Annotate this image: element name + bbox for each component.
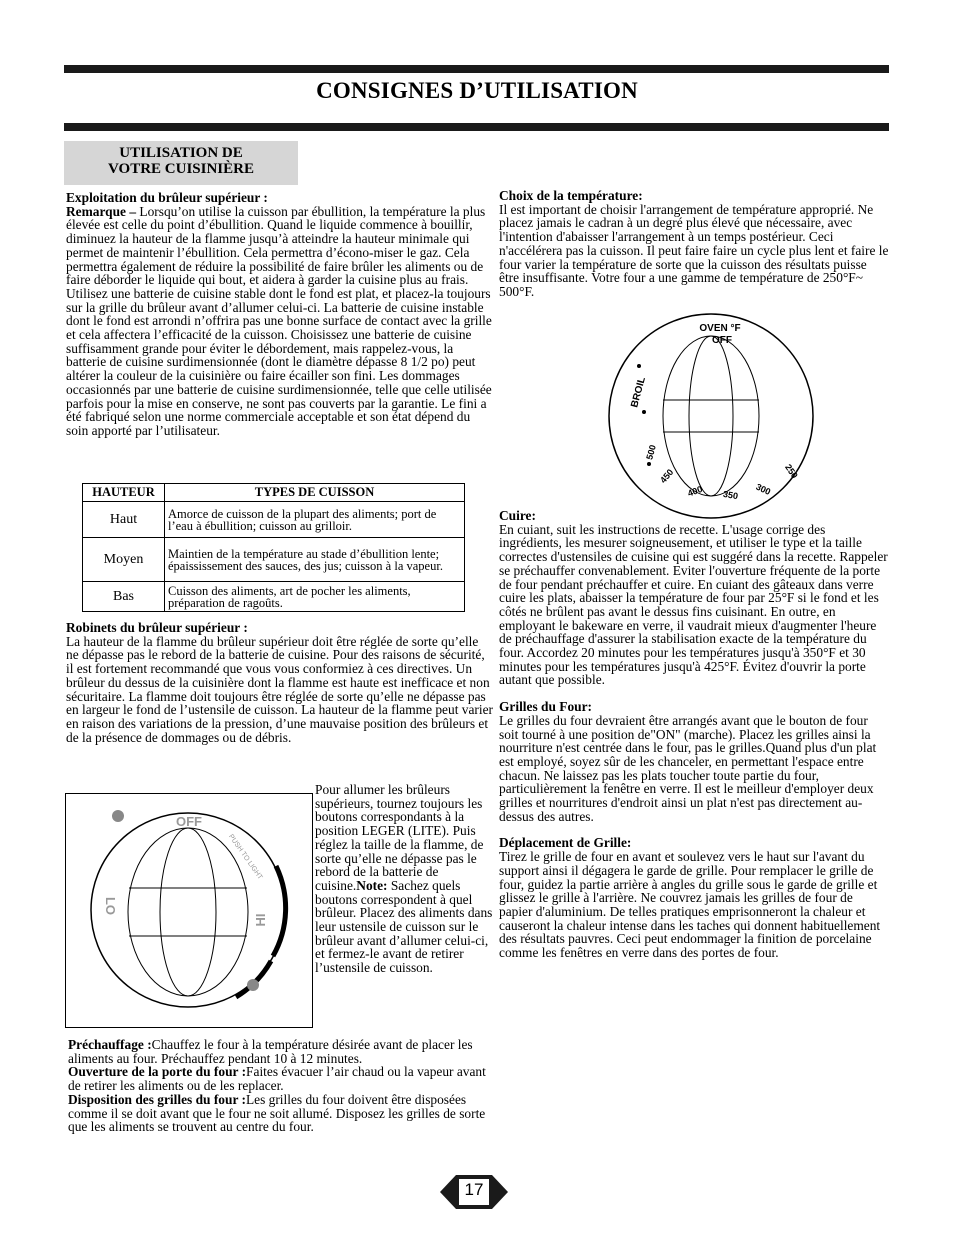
knob-push-label: PUSH TO LIGHT [227, 833, 264, 882]
grilles-heading: Grilles du Four: [499, 699, 592, 715]
table-header-level: HAUTEUR [83, 484, 165, 502]
move-heading: Déplacement de Grille: [499, 835, 632, 851]
section-title-line2: VOTRE CUISINIÈRE [108, 161, 254, 177]
cook-paragraph: En cuiant, suit les instructions de recette. L'usage corrige des ingrédients, les mesurer soigneusement, et utiliser le type et la taille correctes d'ustensiles de cuisine qui est suggéré dans la recette. Rappeler se préchauffer convenablement. Eviter l'ouverture fréquente de la porte de four pendant préchauffer et cuire. En cuiant des gâteaux dans verre cuire les plats, abaisser la température de four par 25°F si le fond et les côtés ne brûlent pas avant le dessus fins cuisinant. En outre, en employant le bakeware en verre, il vaudrait mieux d'augmenter l'heure de préchauffage d'assurer la stabilisation exacte de la température du four. Accordez 20 minutes pour les températures jusqu'à 350°F et 30 minutes pour les températures jusqu'à 425°F. Évitez d'ouvrir la porte autant que possible. [499, 521, 888, 688]
page-title: CONSIGNES D’UTILISATION [316, 78, 638, 103]
section-title [64, 141, 298, 185]
oven-knob-450: 450 [658, 467, 676, 486]
preheat-label: Préchauffage : [68, 1037, 152, 1052]
table-cell-desc: Amorce de cuisson de la plupart des aliments; port de l’eau à ébullition; cuisson au grilloir. [165, 502, 465, 538]
dot-icon [247, 979, 259, 991]
temp-heading: Choix de la température: [499, 188, 643, 203]
table-row [83, 582, 465, 612]
lighting-paragraph [315, 783, 493, 975]
cook-heading: Cuire: [499, 508, 536, 523]
oven-knob-illustration [605, 308, 817, 523]
table-cell-desc: Maintien de la température au stade d’ébullition lente; épaississement des sauces, des jus; cuisson à la vapeur. [165, 538, 465, 582]
grilles-paragraph: Le grilles du four devraient être arrangés avant que le bouton de four soit tourné à une position de"ON" (marche). Placez les grilles ainsi la nourriture n'est centrée dans le four, pas le grilles.Quand plus d'un plat est employé, soyez sûr de les chanceler, en permettant l'espace entre chacun. Ne laissez pas les plats toucher toute partie du four, particulièrement la fenêtre en verre. Il est le meilleur d'employer deux grilles et nourritures d'endroit ainsi un plat n'est pas directement au-dessus des autres. [499, 712, 877, 824]
dot-icon [112, 810, 124, 822]
oven-knob-broil-label: BROIL [629, 375, 648, 409]
knob-lo-label: LO [103, 896, 118, 916]
note-label: Remarque – [66, 203, 137, 219]
temp-paragraph: Il est important de choisir l'arrangement de température approprié. Ne placez jamais le cadran à un degré plus élevé que nécessaire, avec l'intention d'abaisser l'arrangement à un temps postérieur. Ceci n'accélérera pas la cuisson. Il peut faire faire un cycle plus lent et faire le four varier la température de sorte que la cuisson des résultats puisse être insuffisante. Votre four a une gamme de température de 250°F~ 500°F. [499, 201, 889, 299]
title-rule [64, 123, 889, 131]
racks-label: Disposition des grilles du four : [68, 1091, 246, 1107]
oven-knob-500: 500 [644, 443, 658, 461]
burner-knob-svg [66, 794, 312, 1027]
temperature-section [499, 189, 889, 299]
table-header-row [83, 484, 465, 502]
racks-paragraph [68, 1093, 494, 1134]
table-row [83, 538, 465, 582]
table-cell-level: Bas [83, 582, 165, 612]
burner-knob-illustration [65, 793, 313, 1028]
knobs-section [66, 621, 494, 744]
lighting-section [315, 783, 493, 975]
knob-hi-label: HI [253, 913, 268, 927]
oven-knob-250: 250 [783, 462, 800, 481]
dot-icon [647, 462, 651, 466]
oven-knob-400: 400 [686, 483, 704, 499]
table-cell-level: Haut [83, 502, 165, 538]
door-paragraph [68, 1065, 494, 1092]
lighting-note-label: Note: [356, 877, 388, 893]
page-number: 17 [464, 1180, 484, 1199]
top-rule [64, 65, 889, 73]
table-cell-level: Moyen [83, 538, 165, 582]
lighting-text: Pour allumer les brûleurs supérieurs, tournez toujours les boutons correspondants à la position LEGER (LITE). Puis réglez la taille de la flamme, de sorte qu’elle ne dépasse pas le rebord de la batterie de cuisine. [315, 782, 484, 893]
move-paragraph: Tirez le grille de four en avant et soulevez vers le haut sur l'avant du support ainsi il dégagera le garde de grille. Pour remplacer le grille de four, guidez la partie arrière à angles du grille sous le garde de grille et glissez le grille à l'arrière. Ne couvrez jamais les grilles de four de papier d'aluminium. De telles pratiques emprisonneront la chaleur et causeront la chaleur intense dans les taches qui donnent habituellement des résultats pauvres. Ceci peut endommager la finition de porcelaine comme les fenêtres en verre dans des portes de four. [499, 849, 881, 961]
table-header-types: TYPES DE CUISSON [165, 484, 465, 502]
oven-knob-350: 350 [722, 488, 739, 502]
cooking-levels-table [82, 483, 465, 612]
dot-icon [637, 364, 641, 368]
oven-tips-section [68, 1038, 494, 1134]
preheat-text: Chauffez le four à la température désirée avant de placer les aliments au four. Préchauffez pendant 10 à 12 minutes. [68, 1037, 473, 1066]
table-row [83, 502, 465, 538]
lighting-note-text: Sachez quels boutons correspondent à quel brûleur. Placez des aliments dans leur ustensile de cuisson sur le brûleur avant d’allumer celui-ci, et fermez-le avant de retirer l’ustensile de cuisson. [315, 877, 493, 976]
burner-note-text: Lorsqu’on utilise la cuisson par ébullition, la température la plus élevée est celle du point d’ébullition. Quand le liquide commence à bouillir, diminuez la hauteur de la flamme jusqu’à atteindre la hauteur minimale qui permet de maintenir l’ébullition. Cela permettra d’écono-miser le gaz. Cela permettra également de réduire la possibilité de faire brûler les aliments ou de faire déborder le liquide qui bout, et aidera à garder la cuisine plus au frais. Utilisez une batterie de cuisine stable dont le fond est plat, et placez-la toujours sur la grille du brûleur avant d’allumer celui-ci. La batterie de cuisine instable dont le fond est arrondi n’offrira pas une bonne surface de contact avec la grille et cela affectera l’efficacité de la cuisson. Choisissez une batterie de cuisine suffisamment grande pour éviter le débordement, mais rappelez-vous, la batterie de cuisine surdimensionnée (dont le diamètre dépasse 8 1/2 po) peut altérer la couleur de la cuisinière ou faire écailler son fini. Les dommages occasionnés par une batterie de cuisine surdimensionnée, telle que celle utilisée parfois pour la mise en conserve, ne sont pas couverts par la garantie. Le fini a été fabriqué selon une norme commerciale acceptable et son état dépend du soin apporté par l’utilisateur. [66, 203, 492, 438]
door-label: Ouverture de la porte du four : [68, 1064, 247, 1080]
burner-paragraph [66, 205, 492, 438]
table-cell-desc: Cuisson des aliments, art de pocher les aliments, préparation de ragoûts. [165, 582, 465, 612]
burner-heading: Exploitation du brûleur supérieur : [66, 190, 268, 205]
cooking-section [499, 509, 889, 960]
oven-knob-off-label: OFF [712, 335, 732, 346]
dot-icon [642, 410, 646, 414]
burner-section [66, 191, 492, 438]
oven-knob-300: 300 [754, 481, 773, 497]
racks-text: Les grilles du four doivent être disposées comme il se doit avant que le four ne soit allumé. Disposez les grilles de sorte que les aliments se trouvent au centre du four. [68, 1091, 486, 1135]
oven-knob-top-label: OVEN °F [699, 323, 741, 334]
section-title-line1: UTILISATION DE [119, 145, 243, 161]
door-text: Faites évacuer l’air chaud ou la vapeur avant de retirer les aliments ou de les replacer. [68, 1064, 486, 1094]
knobs-paragraph: La hauteur de la flamme du brûleur supérieur doit être réglée de sorte qu’elle ne dépasse pas le rebord de la batterie de cuisine. Pour des raisons de sécurité, il est fortement recommandé que vous vous conformiez à ces directives. Un brûleur du dessus de la cuisinière dont la flamme est haute est inefficace et non sécuritaire. La flamme doit toujours être réglée de sorte qu’elle ne dépasse pas en largeur le fond de l’ustensile de cuisson. La hauteur de la flamme peut varier en raison des variations de la pression, d’une mauvaise position des brûleurs et de la présence de dommages ou de débris. [66, 633, 493, 745]
preheat-paragraph [68, 1038, 494, 1065]
knobs-heading: Robinets du brûleur supérieur : [66, 620, 248, 635]
knob-off-label: OFF [176, 814, 202, 829]
